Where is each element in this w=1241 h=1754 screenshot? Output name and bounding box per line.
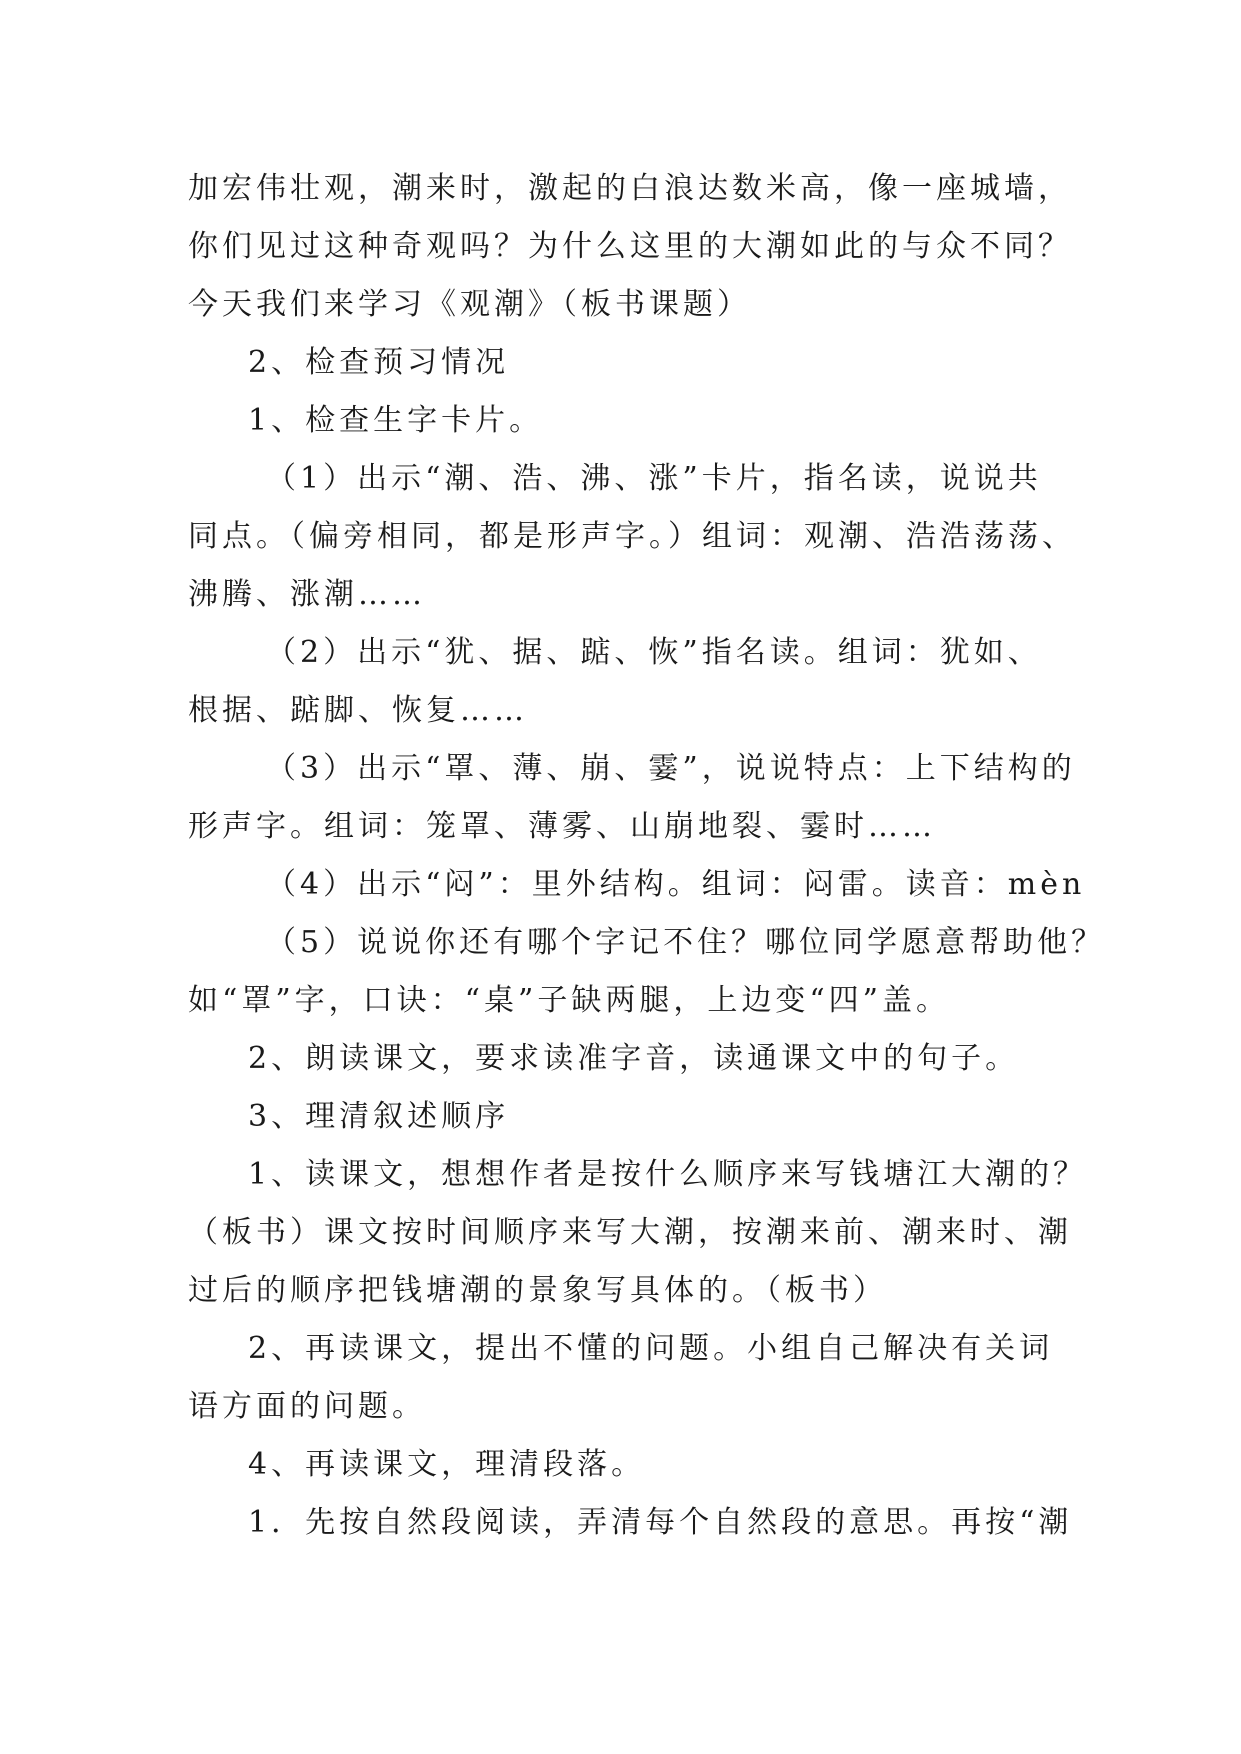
text-line: （5）说说你还有哪个字记不住？哪位同学愿意帮助他？ [266,925,1106,960]
text-line: （2）出示“犹、据、踮、恢”指名读。组词：犹如、 [266,635,1042,670]
text-line: 1．先按自然段阅读，弄清每个自然段的意思。再按“潮 [248,1505,1073,1540]
text-line: （板书）课文按时间顺序来写大潮，按潮来前、潮来时、潮 [188,1215,1072,1250]
section-heading: 2、检查预习情况 [248,345,510,380]
section-heading: 3、理清叙述顺序 [248,1099,510,1134]
text-line: 你们见过这种奇观吗？为什么这里的大潮如此的与众不同？ [188,229,1072,264]
text-line: 如“罩”字，口诀：“桌”子缺两腿，上边变“四”盖。 [188,983,951,1018]
text-line: 2、朗读课文，要求读准字音，读通课文中的句子。 [248,1041,1020,1076]
document-body [188,160,1106,1552]
text-line: （1）出示“潮、浩、沸、涨”卡片，指名读，说说共 [266,461,1042,496]
text-line: 加宏伟壮观，潮来时，激起的白浪达数米高，像一座城墙， [188,171,1072,206]
section-heading: 4、再读课文，理清段落。 [248,1447,646,1482]
subsection-heading: 1、检查生字卡片。 [248,403,544,438]
text-line: 同点。（偏旁相同，都是形声字。）组词：观潮、浩浩荡荡、 [188,519,1076,554]
text-line: 2、再读课文，提出不懂的问题。小组自己解决有关词 [248,1331,1054,1366]
text-line: 语方面的问题。 [188,1389,426,1424]
text-line: 形声字。组词：笼罩、薄雾、山崩地裂、霎时…… [188,809,936,844]
text-line: 沸腾、涨潮…… [188,577,426,612]
text-line: 根据、踮脚、恢复…… [188,693,528,728]
text-line: 过后的顺序把钱塘潮的景象写具体的。（板书） [188,1273,887,1308]
text-line: （3）出示“罩、薄、崩、霎”，说说特点：上下结构的 [266,751,1076,786]
text-line: 今天我们来学习《观潮》（板书课题） [188,287,751,322]
text-line: （4）出示“闷”：里外结构。组词：闷雷。读音：mèn [266,867,1086,902]
text-line: 1、读课文，想想作者是按什么顺序来写钱塘江大潮的？ [248,1157,1088,1192]
